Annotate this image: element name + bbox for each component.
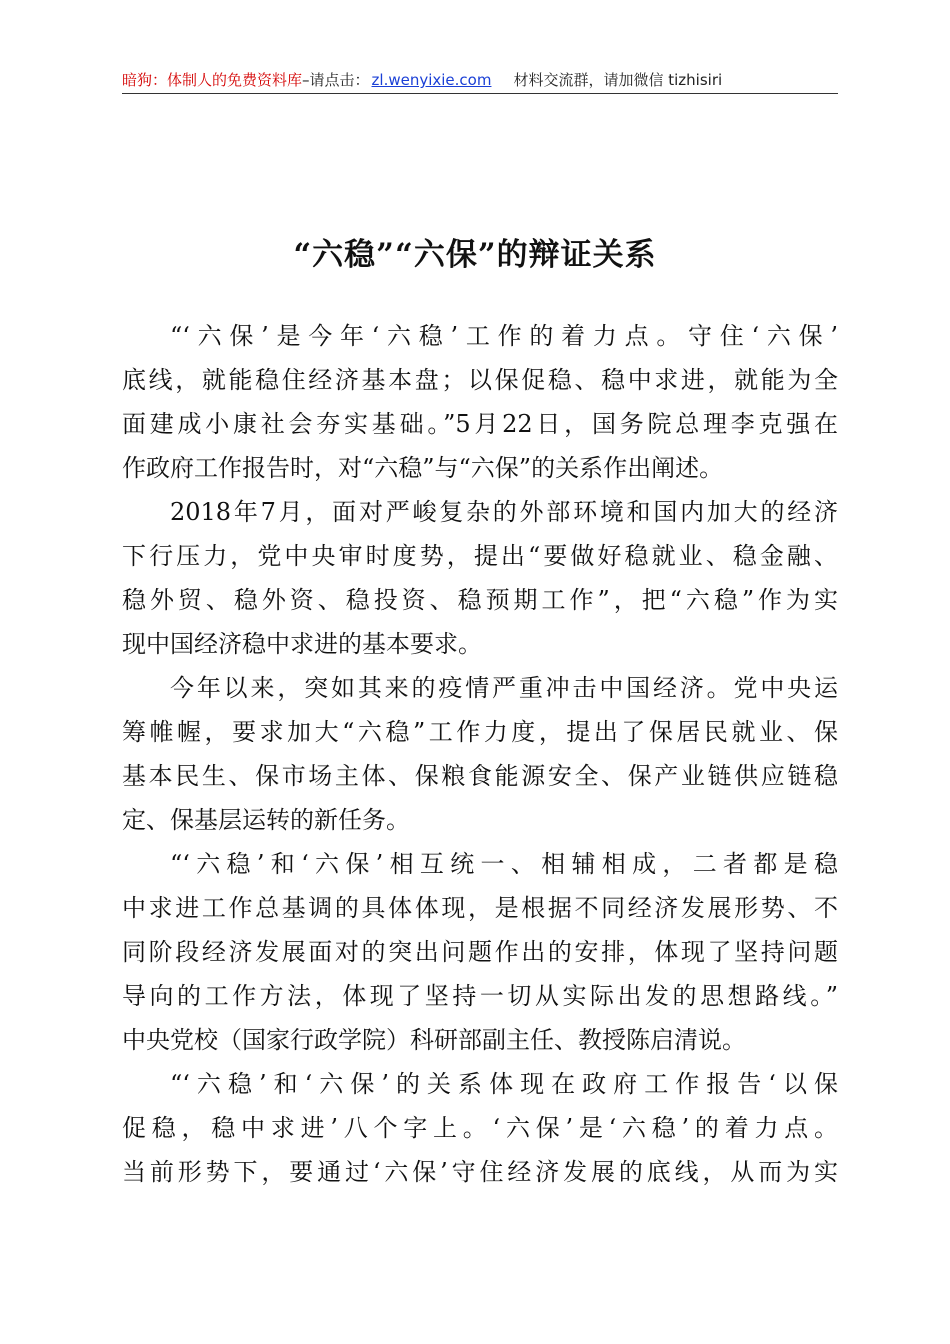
document-title: “六稳”“六保”的辩证关系 bbox=[293, 236, 657, 273]
text-line: 中央党校（国家行政学院）科研部副主任、教授陈启清说。 bbox=[122, 1026, 746, 1054]
page-header bbox=[122, 68, 838, 92]
text-line: 促稳，稳中求进’八个字上。‘六保’是‘六稳’的着力点。 bbox=[122, 1114, 838, 1142]
document-body bbox=[122, 314, 838, 1194]
text-line: 筹帷幄，要求加大“六稳”工作力度，提出了保居民就业、保 bbox=[122, 718, 838, 746]
header-prompt: –请点击： bbox=[302, 71, 370, 89]
header-link[interactable]: zl.wenyixie.com bbox=[371, 71, 492, 89]
text-line: 现中国经济稳中求进的基本要求。 bbox=[122, 630, 482, 658]
paragraph-4 bbox=[122, 842, 838, 1062]
text-line: 稳外贸、稳外资、稳投资、稳预期工作”，把“六稳”作为实 bbox=[122, 586, 838, 614]
text-line: 底线，就能稳住经济基本盘；以保促稳、稳中求进，就能为全 bbox=[122, 366, 838, 394]
paragraph-3 bbox=[122, 666, 838, 842]
header-group-info: 材料交流群，请加微信 tizhisiri bbox=[513, 71, 723, 89]
text-line: 中求进工作总基调的具体体现，是根据不同经济发展形势、不 bbox=[122, 894, 838, 922]
header-divider bbox=[122, 93, 838, 94]
text-line: “‘六稳’和‘六保’相互统一、相辅相成，二者都是稳 bbox=[170, 850, 838, 878]
paragraph-1 bbox=[122, 314, 838, 490]
paragraph-2 bbox=[122, 490, 838, 666]
paragraph-5 bbox=[122, 1062, 838, 1194]
text-line: 定、保基层运转的新任务。 bbox=[122, 806, 410, 834]
text-line: 2018年7月，面对严峻复杂的外部环境和国内加大的经济 bbox=[170, 498, 838, 526]
text-line: 基本民生、保市场主体、保粮食能源安全、保产业链供应链稳 bbox=[122, 762, 838, 790]
text-line: 作政府工作报告时，对“六稳”与“六保”的关系作出阐述。 bbox=[122, 454, 724, 482]
text-line: “‘六稳’和‘六保’的关系体现在政府工作报告‘以保 bbox=[170, 1070, 838, 1098]
text-line: 当前形势下，要通过‘六保’守住经济发展的底线，从而为实 bbox=[122, 1158, 838, 1186]
text-line: 同阶段经济发展面对的突出问题作出的安排，体现了坚持问题 bbox=[122, 938, 838, 966]
text-line: “‘六保’是今年‘六稳’工作的着力点。守住‘六保’ bbox=[170, 322, 838, 350]
text-line: 导向的工作方法，体现了坚持一切从实际出发的思想路线。” bbox=[122, 982, 838, 1010]
header-brand: 暗狗：体制人的免费资料库 bbox=[122, 71, 303, 89]
text-line: 面建成小康社会夯实基础。”5月22日，国务院总理李克强在 bbox=[122, 410, 838, 438]
text-line: 下行压力，党中央审时度势，提出“要做好稳就业、稳金融、 bbox=[122, 542, 838, 570]
text-line: 今年以来，突如其来的疫情严重冲击中国经济。党中央运 bbox=[170, 674, 838, 702]
